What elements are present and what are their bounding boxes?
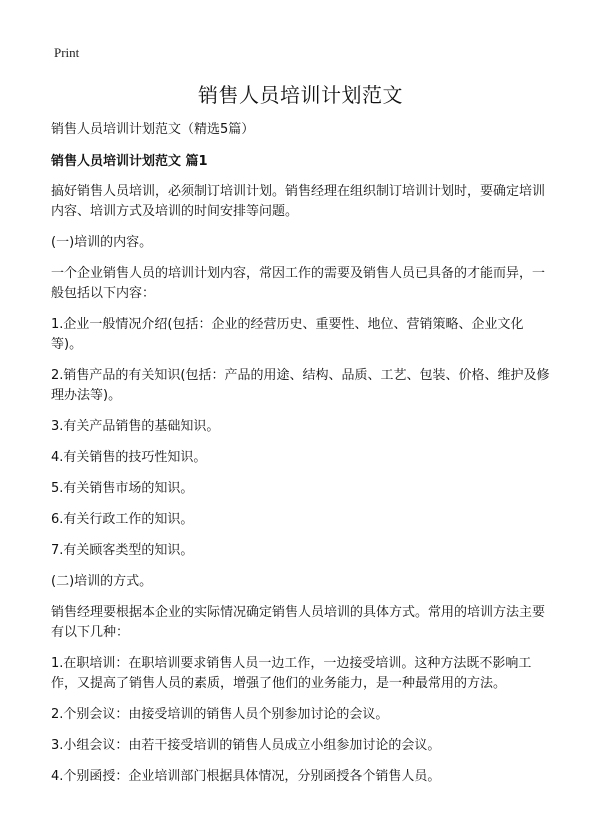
list-item-content-5: 5.有关销售市场的知识。 <box>51 481 194 496</box>
paragraph-method-heading: (二)培训的方式。 <box>51 574 153 589</box>
section-heading: 销售人员培训计划范文 篇1 <box>51 154 208 169</box>
print-link[interactable]: Print <box>54 45 80 60</box>
list-item-content-6: 6.有关行政工作的知识。 <box>51 512 194 527</box>
list-item-method-2: 2.个别会议：由接受培训的销售人员个别参加讨论的会议。 <box>51 707 389 722</box>
paragraph-content-overview: 一个企业销售人员的培训计划内容，常因工作的需要及销售人员已具备的才能而异，一般包括以下内容： <box>51 266 546 301</box>
list-item-method-3: 3.小组会议：由若干接受培训的销售人员成立小组参加讨论的会议。 <box>51 738 441 753</box>
list-item-content-4: 4.有关销售的技巧性知识。 <box>51 450 207 465</box>
list-item-method-4: 4.个别函授：企业培训部门根据具体情况，分别函授各个销售人员。 <box>51 769 441 784</box>
list-item-content-1: 1.企业一般情况介绍(包括：企业的经营历史、重要性、地位、营销策略、企业文化等)。 <box>51 317 524 352</box>
list-item-content-3: 3.有关产品销售的基础知识。 <box>51 419 220 434</box>
list-item-content-7: 7.有关顾客类型的知识。 <box>51 543 194 558</box>
paragraph-method-overview: 销售经理要根据本企业的实际情况确定销售人员培训的具体方式。常用的培训方法主要有以下几种： <box>51 605 546 640</box>
list-item-method-1: 1.在职培训：在职培训要求销售人员一边工作，一边接受培训。这种方法既不影响工作，又提高了销售人员的素质，增强了他们的业务能力，是一种最常用的方法。 <box>51 656 532 691</box>
document-title: 销售人员培训计划范文 <box>198 83 403 107</box>
document-subtitle: 销售人员培训计划范文（精选5篇） <box>51 122 255 137</box>
list-item-content-2: 2.销售产品的有关知识(包括：产品的用途、结构、品质、工艺、包装、价格、维护及修理办法等)。 <box>51 368 550 403</box>
paragraph-content-heading: (一)培训的内容。 <box>51 235 153 250</box>
paragraph-intro: 搞好销售人员培训，必须制订培训计划。销售经理在组织制订培训计划时，要确定培训内容、培训方式及培训的时间安排等问题。 <box>51 184 546 219</box>
